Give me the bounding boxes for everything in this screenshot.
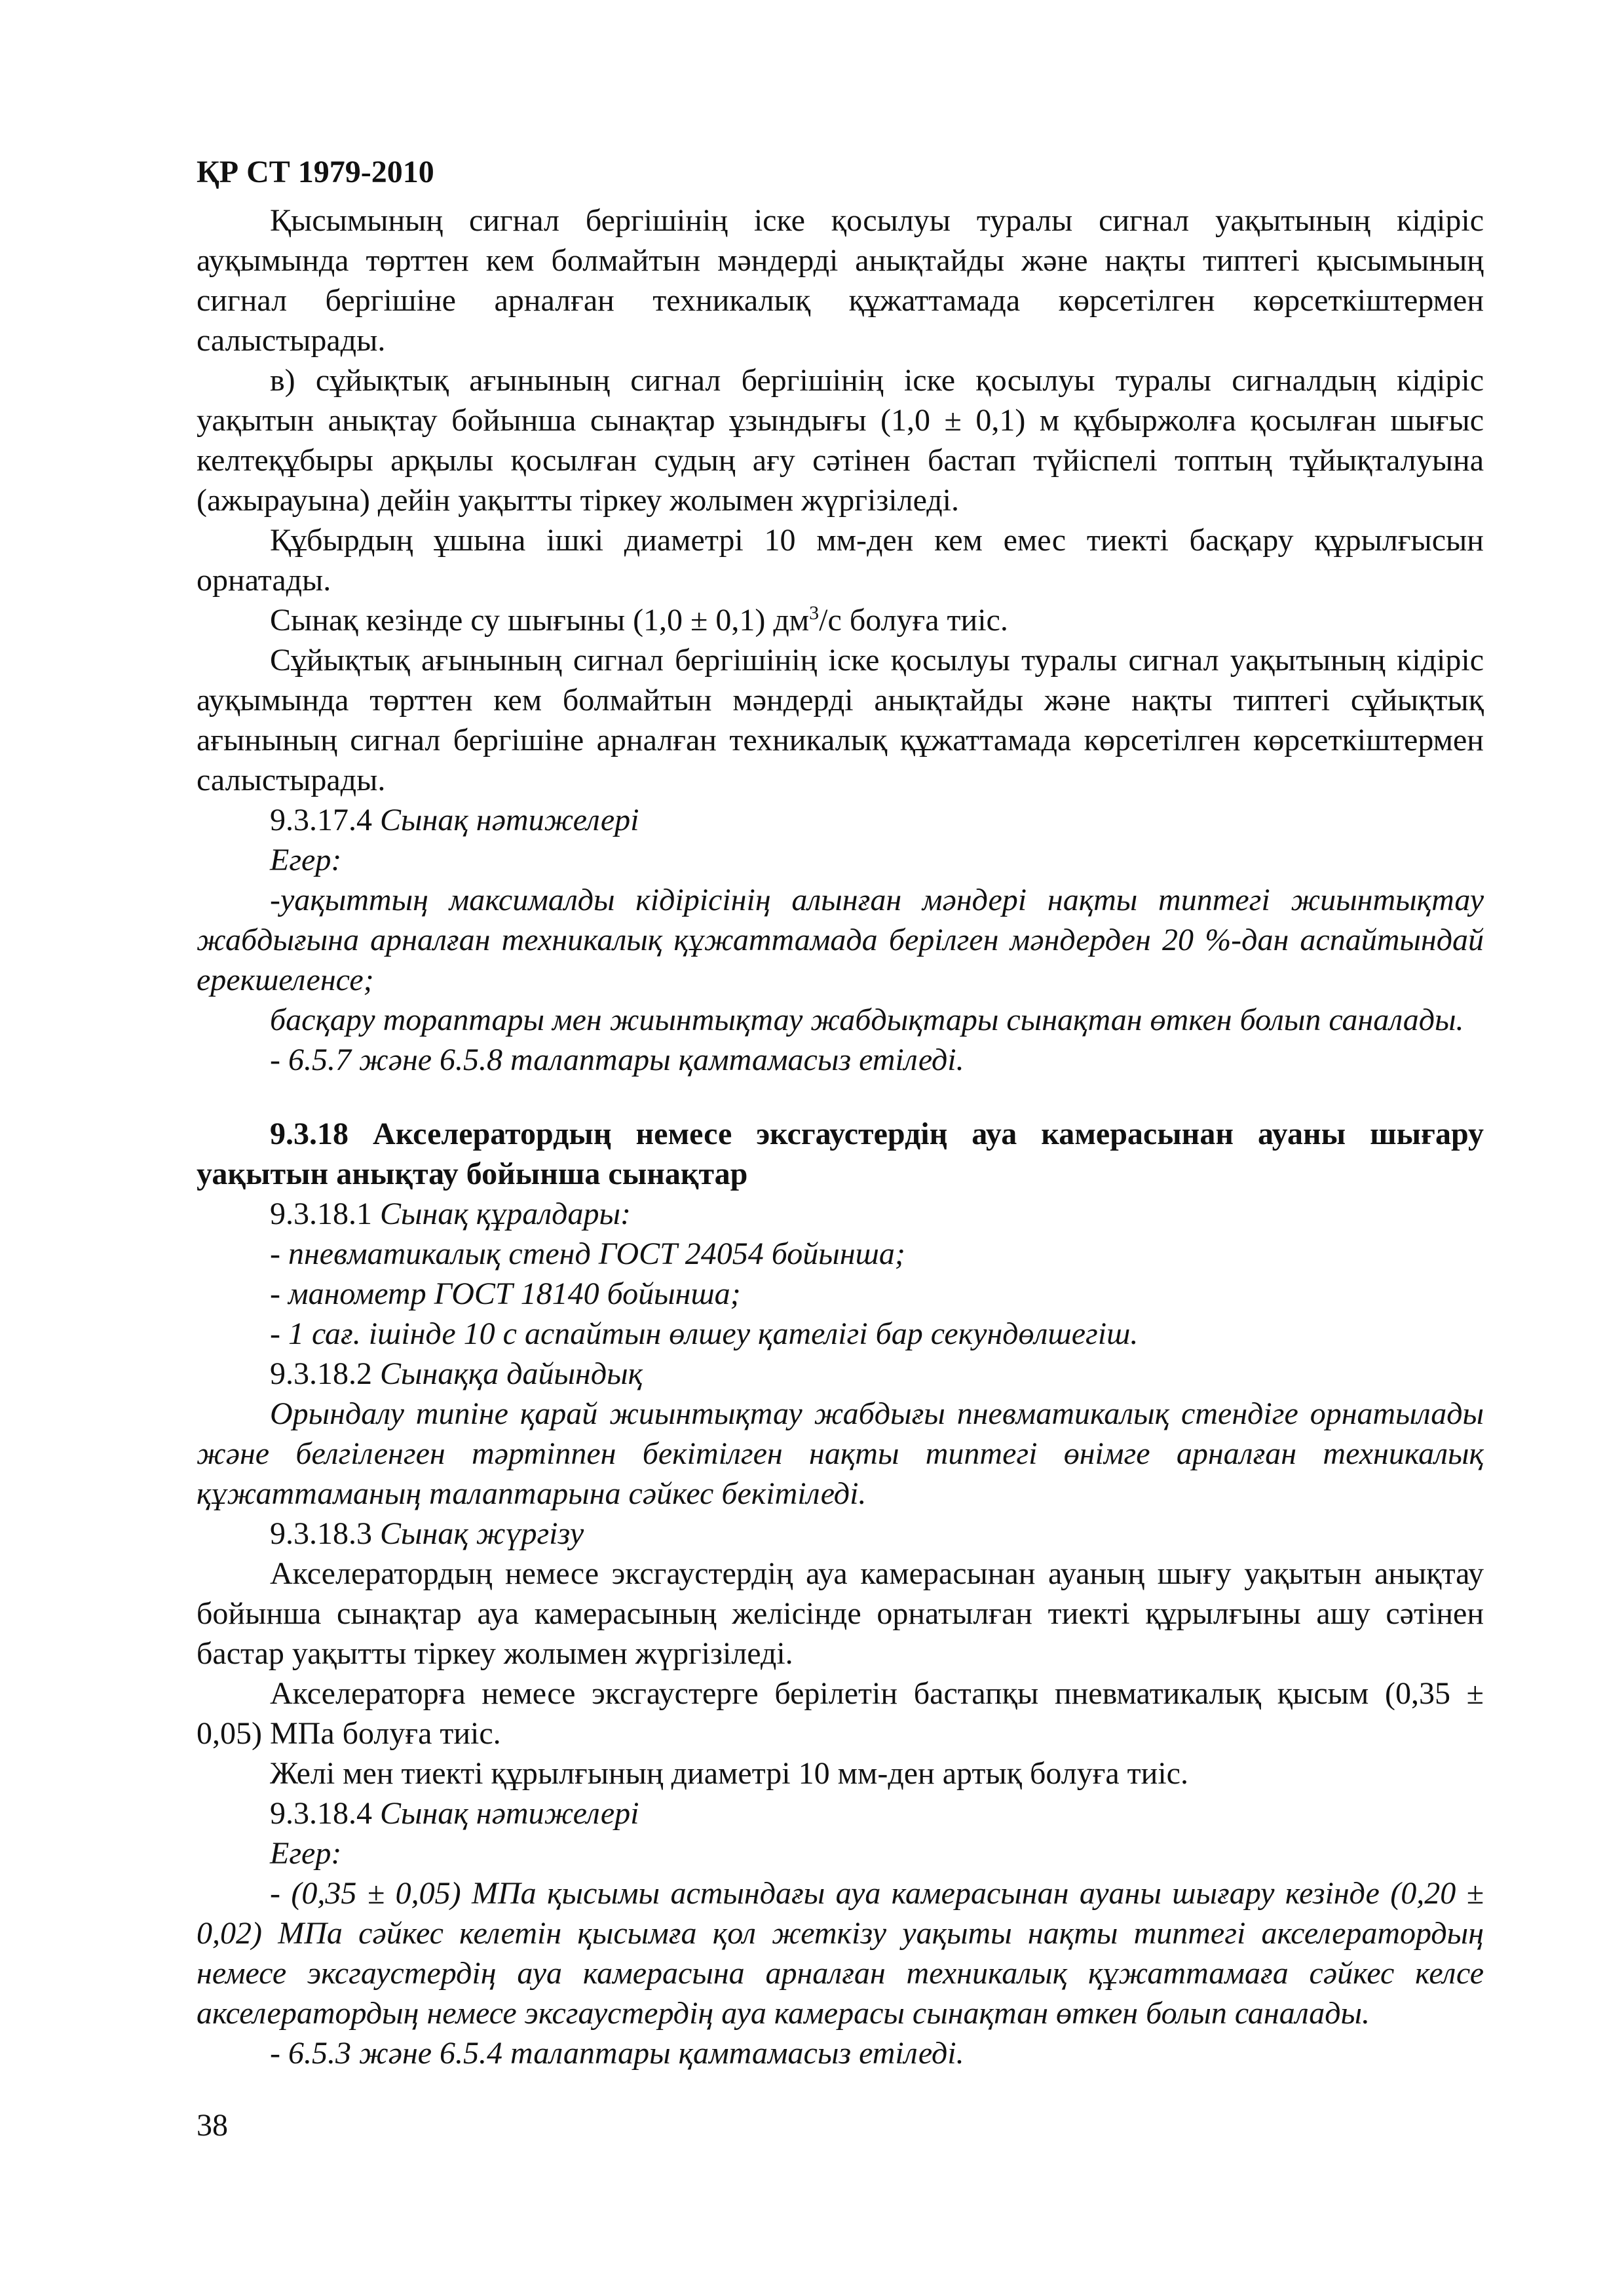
subsection-9-3-18-4 <box>197 1793 1484 1833</box>
section-spacer <box>197 1080 1484 1114</box>
subsection-9-3-18-2 <box>197 1354 1484 1394</box>
result-item: - 6.5.7 және 6.5.8 талаптары қамтамасыз етіледі. <box>270 1043 964 1077</box>
result-item: -уақыттың максималды кідірісінің алынған мәндері нақты типтегі жиынтықтау жабдығына арналған техникалық құжаттамада берілген мәндерден 20 %-дан аспайтындай ерекшеленсе; <box>197 883 1484 997</box>
paragraph: Сұйықтық ағынының сигнал бергішінің іске қосылуы туралы сигнал уақытының кідіріс ауқымында төрттен кем болмайтын мәндерді анықтайды және нақты типтегі сұйықтық ағынының сигнал бергішіне арналған техникалық құжаттамада көрсетілген көрсеткіштермен салыстырады. <box>197 643 1484 797</box>
superscript: 3 <box>809 602 820 624</box>
subsection-number: 9.3.18.3 <box>270 1516 380 1551</box>
condition-label: Егер: <box>270 1836 342 1871</box>
paragraph: Қысымының сигнал бергішінің іске қосылуы туралы сигнал уақытының кідіріс ауқымында төрттен кем болмайтын мәндерді анықтайды және нақты типтегі қысымының сигнал бергішіне арналған техникалық құжаттамада көрсетілген көрсеткіштермен салыстырады. <box>197 203 1484 358</box>
subsection-title: Сынақ нәтижелері <box>380 1796 639 1831</box>
paragraph: Желі мен тиекті құрылғының диаметрі 10 мм-ден артық болуға тиіс. <box>270 1756 1188 1791</box>
result-item: - (0,35 ± 0,05) МПа қысымы астындағы ауа камерасынан ауаны шығару кезінде (0,20 ± 0,02) МПа сәйкес келетін қысымға қол жеткізу уақыты нақты типтегі акселератордың немесе эксгаустердің ауа камерасына арналған техникалық құжаттамаға сәйкес келсе акселератордың немесе эксгаустердің ауа камерасы сынақтан өткен болып саналады. <box>197 1876 1484 2031</box>
result-item: - 6.5.3 және 6.5.4 талаптары қамтамасыз етіледі. <box>270 2036 964 2071</box>
paragraph: в) сұйықтық ағынының сигнал бергішінің іске қосылуы туралы сигналдың кідіріс уақытын анықтау бойынша сынақтар ұзындығы (1,0 ± 0,1) м құбыржолға қосылған шығыс келтеқұбыры арқылы қосылған судың ағу сәтінен бастап түйіспелі топтың тұйықталуына (ажырауына) дейін уақытты тіркеу жолымен жүргізіледі. <box>197 363 1484 518</box>
subsection-title: Сынақ құралдары: <box>380 1196 631 1231</box>
paragraph-water-flow <box>197 600 1484 640</box>
subsection-9-3-18-1 <box>197 1194 1484 1234</box>
subsection-9-3-18-3 <box>197 1514 1484 1554</box>
list-item: - манометр ГОСТ 18140 бойынша; <box>270 1276 741 1311</box>
document-code-header: ҚР СТ 1979-2010 <box>197 155 434 189</box>
section-heading-9-3-18: 9.3.18 Акселератордың немесе эксгаустердің ауа камерасынан ауаны шығару уақытын анықтау бойынша сынақтар <box>197 1117 1484 1191</box>
list-item: - 1 сағ. ішінде 10 с аспайтын өлшеу қателігі бар секундөлшегіш. <box>270 1316 1139 1351</box>
subsection-number: 9.3.18.1 <box>270 1196 380 1231</box>
subsection-number: 9.3.18.4 <box>270 1796 380 1831</box>
page-number: 38 <box>197 2108 228 2143</box>
paragraph: Акселераторға немесе эксгаустерге берілетін бастапқы пневматикалық қысым (0,35 ± 0,05) МПа болуға тиіс. <box>197 1676 1484 1751</box>
condition-label: Егер: <box>270 843 342 877</box>
subsection-number: 9.3.17.4 <box>270 803 380 837</box>
result-item: басқару тораптары мен жиынтықтау жабдықтары сынақтан өткен болып саналады. <box>270 1003 1464 1037</box>
list-item: - пневматикалық стенд ГОСТ 24054 бойынша; <box>270 1236 905 1271</box>
subsection-title: Сынақ нәтижелері <box>380 803 639 837</box>
paragraph: Орындалу типіне қарай жиынтықтау жабдығы пневматикалық стендіге орнатылады және белгіленген тәртіппен бекітілген нақты типтегі өнімге арналған техникалық құжаттаманың талаптарына сәйкес бекітіледі. <box>197 1396 1484 1511</box>
document-body <box>197 201 1484 2073</box>
text-fragment: Сынақ кезінде су шығыны (1,0 ± 0,1) дм <box>270 603 810 638</box>
subsection-9-3-17-4 <box>197 800 1484 840</box>
text-fragment: /с болуға тиіс. <box>819 603 1008 638</box>
subsection-title: Сынақ жүргізу <box>380 1516 584 1551</box>
paragraph: Құбырдың ұшына ішкі диаметрі 10 мм-ден кем емес тиекті басқару құрылғысын орнатады. <box>197 523 1484 598</box>
subsection-title: Сынаққа дайындық <box>380 1356 643 1391</box>
subsection-number: 9.3.18.2 <box>270 1356 380 1391</box>
paragraph: Акселератордың немесе эксгаустердің ауа камерасынан ауаның шығу уақытын анықтау бойынша сынақтар ауа камерасының желісінде орнатылған тиекті құрылғыны ашу сәтінен бастар уақытты тіркеу жолымен жүргізіледі. <box>197 1556 1484 1671</box>
